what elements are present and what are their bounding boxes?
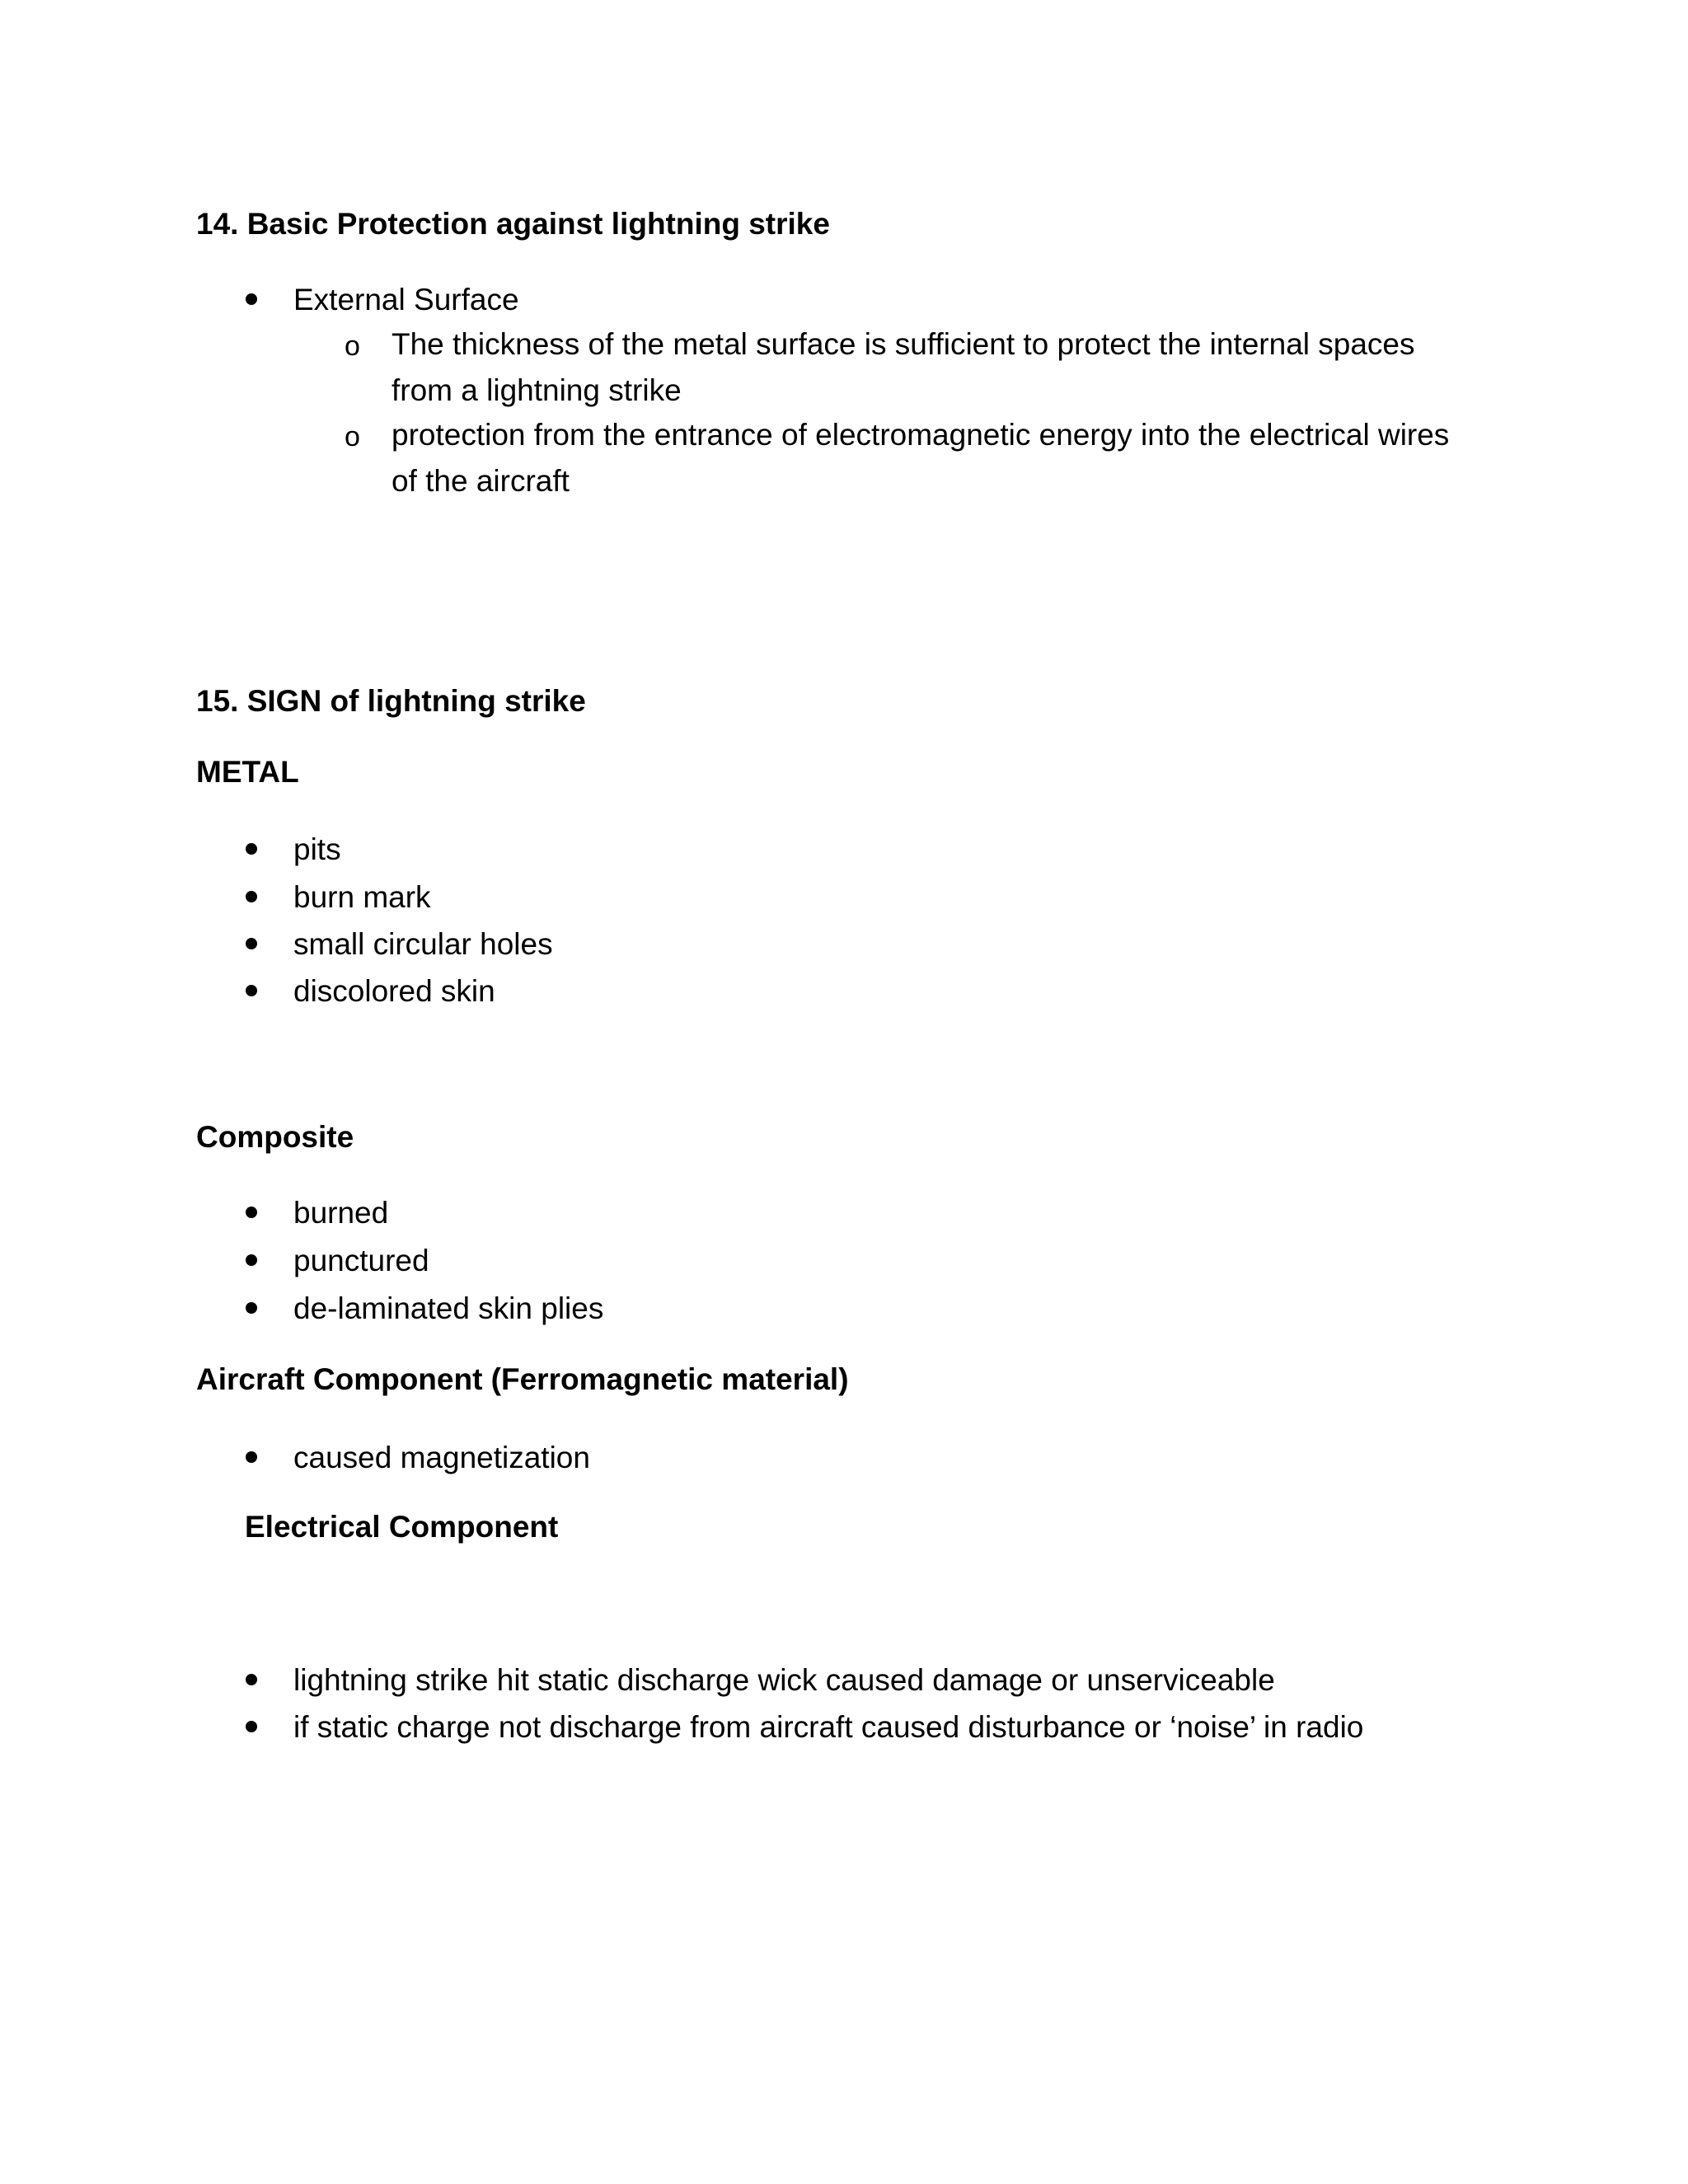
bullet-icon (246, 1254, 257, 1266)
bullet-icon (246, 843, 257, 855)
metal-item-small-holes: small circular holes (293, 927, 553, 961)
metal-heading: METAL (196, 755, 299, 789)
bullet-icon (246, 1451, 257, 1463)
sub-bullet-icon: o (345, 330, 360, 362)
bullet-icon (246, 1674, 257, 1685)
bullet-icon (246, 1302, 257, 1314)
composite-item-delaminated: de-laminated skin plies (293, 1291, 604, 1325)
bullet-icon (246, 985, 257, 996)
sub-item-protection: protection from the entrance of electromagnetic energy into the electrical wires of the aircraft (392, 418, 1450, 498)
electrical-component-heading: Electrical Component (245, 1510, 559, 1544)
bullet-icon (246, 1207, 257, 1218)
metal-item-burn-mark: burn mark (293, 880, 431, 914)
bullet-external-surface: External Surface (293, 283, 519, 316)
sub-item-thickness: The thickness of the metal surface is sufficient to protect the internal spaces from a lightning strike (392, 327, 1415, 407)
composite-heading: Composite (196, 1120, 354, 1154)
electrical-item-radio-noise: if static charge not discharge from aircraft caused disturbance or ‘noise’ in radio (293, 1710, 1364, 1744)
aircraft-item-magnetization: caused magnetization (293, 1441, 590, 1474)
bullet-icon (246, 293, 257, 305)
aircraft-component-heading: Aircraft Component (Ferromagnetic material) (196, 1362, 849, 1396)
section-14-title: 14. Basic Protection against lightning strike (196, 207, 830, 241)
composite-item-punctured: punctured (293, 1244, 429, 1277)
section-15-title: 15. SIGN of lightning strike (196, 684, 586, 718)
electrical-item-wick-damage: lightning strike hit static discharge wick caused damage or unserviceable (293, 1663, 1275, 1697)
metal-item-pits: pits (293, 832, 341, 866)
composite-item-burned: burned (293, 1196, 389, 1230)
bullet-icon (246, 891, 257, 902)
metal-item-discolored-skin: discolored skin (293, 974, 495, 1008)
bullet-icon (246, 938, 257, 949)
sub-bullet-icon: o (345, 421, 360, 452)
bullet-icon (246, 1721, 257, 1732)
